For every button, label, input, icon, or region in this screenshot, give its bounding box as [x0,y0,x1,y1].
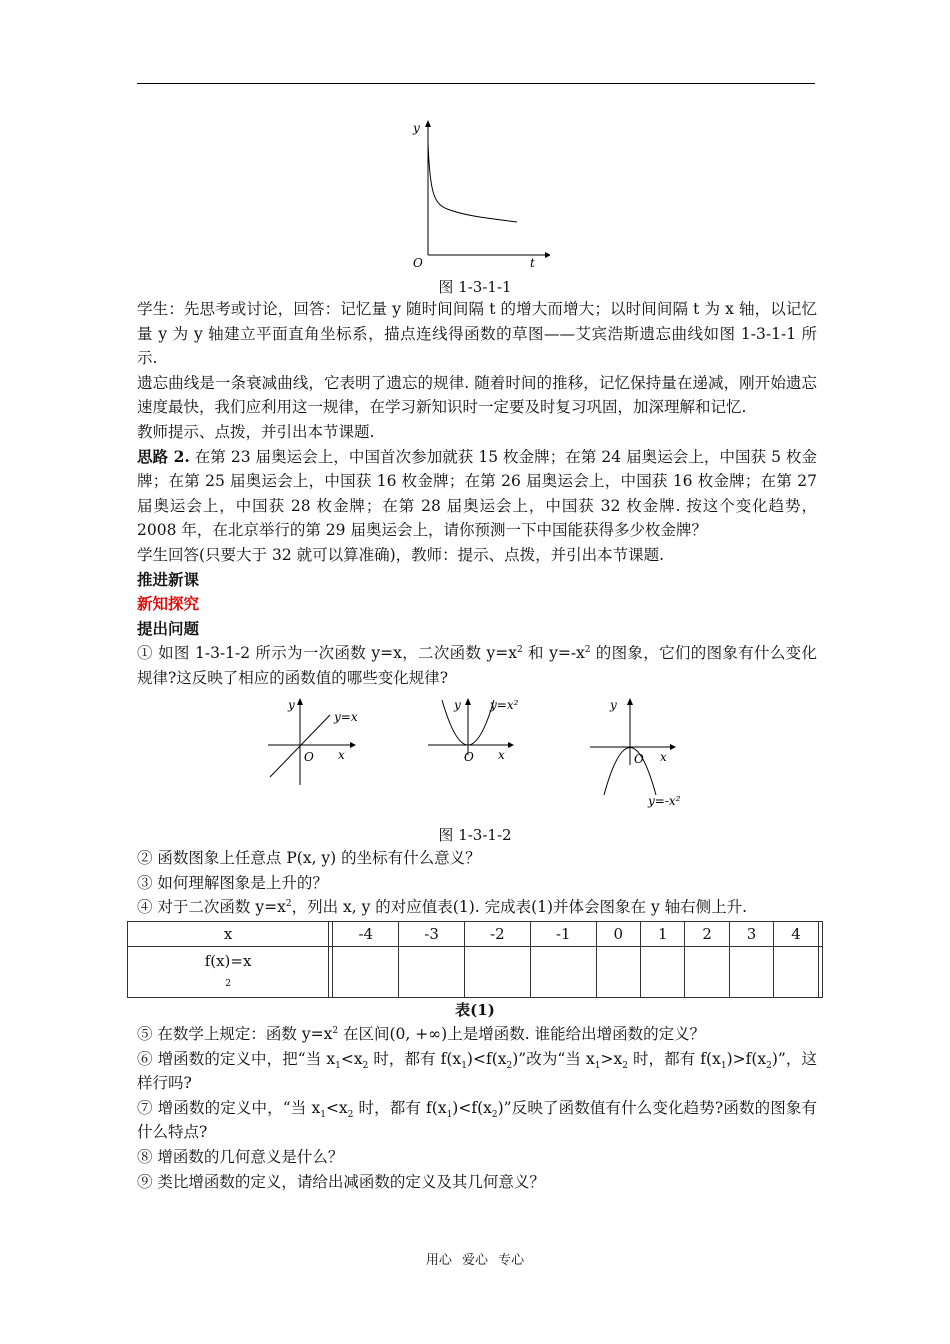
table-cell [818,922,822,947]
paragraph [137,592,817,617]
x-axis-label: x [660,750,667,764]
text-segment: 1 [461,1060,467,1071]
text-block-2 [137,846,817,920]
figure-caption: 图 1-3-1-2 [438,826,512,844]
text-segment: 2 [584,645,591,656]
text-segment: ② 函数图象上任意点 P(x, y) 的坐标有什么意义？ [137,849,481,867]
paragraph [137,1022,817,1047]
y-axis-label: y [610,698,617,712]
table-cell: -4 [333,922,399,947]
paragraph [137,568,817,593]
x-axis-label: x [498,748,505,762]
text-segment: 2 [766,1060,772,1071]
text-segment: 推进新课 [137,569,200,589]
text-segment: 1 [320,1109,326,1120]
table-cell: 3 [729,922,773,947]
table-cell: -1 [530,922,596,947]
graph-linear [268,698,358,785]
paragraph [137,420,817,445]
page-footer: 用心 爱心 专心 [425,1253,525,1268]
text-segment: ⑤ 在数学上规定：函数 y=x [137,1025,333,1043]
table-caption: 表(1) [455,1001,495,1019]
text-segment: 学生回答(只要大于 32 就可以算准确)，教师：提示、点拨，并引出本节课题. [137,545,665,564]
text-segment: ④ 对于二次函数 y=x [137,898,286,917]
text-segment: <x [340,1049,363,1068]
graph-label: y=-x² [648,794,681,808]
text-segment: 2 [506,1060,513,1071]
table-cell: -2 [464,922,530,947]
paragraph [137,371,817,420]
text-segment: 和 y=-x [522,644,585,663]
table-row [128,947,823,998]
text-segment: 时，都有 f(x [368,1049,462,1068]
text-segment: ⑦ 增函数的定义中，“当 x [137,1098,321,1117]
text-segment: ，列出 x, y 的对应值表(1). 完成表(1)并体会图象在 y 轴右侧上升. [291,898,748,917]
text-segment: <x [325,1098,348,1117]
paragraph [137,641,817,690]
paragraph [137,445,817,543]
x-axis-label: t [530,256,535,270]
text-segment: 在区间(0, +∞)上是增函数. 谁能给出增函数的定义？ [338,1025,706,1043]
table-cell: -3 [399,922,465,947]
text-block-1 [137,297,817,691]
text-segment: )<f(x [452,1098,492,1117]
text-segment: ⑧ 增函数的几何意义是什么？ [137,1147,344,1166]
paragraph [137,1047,817,1096]
text-segment: 2 [622,1060,628,1071]
text-segment: 在第 23 届奥运会上，中国首次参加就获 15 枚金牌；在第 24 届奥运会上，中国获 5 枚金牌；在第 25 届奥运会上，中国获 16 枚金牌；在第 26 届奥运会上，中国获 16 枚金牌；在第 27 届奥运会上，中国获 28 枚金牌；在第 28 届奥运会上，中国获 32 枚金牌. 按这个变化趋势，2008 年，在北京举行的第 29 届奥运会上，请你预测一下中国能获得多少枚金牌？ [137,447,818,540]
text-segment: 2 [517,645,523,656]
text-segment: )”，这样行吗? [137,1049,817,1093]
y-axis-label: y [454,698,461,712]
paragraph [137,297,817,371]
table-cell: 0 [596,922,640,947]
text-segment: 时，都有 f(x [627,1049,721,1068]
text-segment: 提出问题 [137,618,200,638]
text-segment: 2 [332,1025,339,1036]
paragraph [137,1145,817,1170]
text-segment: 时，都有 f(x [353,1098,447,1117]
text-segment: 新知探究 [137,594,200,614]
forgetting-curve-figure [400,115,550,270]
graph-label: y=x [334,710,358,724]
text-segment: 2 [285,899,292,910]
text-segment: 思路 2. [137,446,190,466]
text-segment: 1 [720,1060,727,1071]
text-segment: )>f(x [726,1049,767,1068]
text-segment: 2 [491,1109,498,1120]
text-block-3 [137,1022,817,1194]
text-segment: >x [600,1049,623,1068]
table-cell: x [128,922,329,947]
value-table [127,921,823,998]
table-cell: 2 [685,922,729,947]
graph-parabola-down [590,698,681,808]
table-cell: 4 [774,922,818,947]
y-axis-label: y [413,121,420,135]
text-segment: )<f(x [466,1049,507,1068]
text-segment: ③ 如何理解图象是上升的？ [137,873,328,892]
text-segment: 学生：先思考或讨论，回答：记忆量 y 随时间间隔 t 的增大而增大；以时间间隔 t 为 x 轴，以记忆量 y 为 y 轴建立平面直角坐标系，描点连线得函数的草图——艾宾浩斯遗忘曲线如图 1-3-1-1 所示. [137,300,817,368]
text-segment: ① 如图 1-3-1-2 所示为一次函数 y=x，二次函数 y=x [137,644,518,663]
paragraph [137,846,817,871]
text-segment: )”反映了函数值有什么变化趋势?函数的图象有什么特点? [137,1098,817,1142]
text-segment: 的图象，它们的图象有什么变化规律?这反映了相应的函数值的哪些变化规律? [137,644,818,687]
table-cell: 1 [641,922,685,947]
text-segment: ⑨ 类比增函数的定义，请给出减函数的定义及其几何意义？ [137,1172,545,1191]
text-segment: 2 [362,1060,369,1071]
paragraph [137,1170,817,1195]
paragraph [137,617,817,642]
origin-label: O [634,752,644,766]
text-segment: 1 [594,1060,601,1071]
text-segment: ⑥ 增函数的定义中，把“当 x [137,1049,336,1068]
graph-parabola-up [428,698,519,764]
header-rule [137,83,815,84]
text-segment: 遗忘曲线是一条衰减曲线，它表明了遗忘的规律. 随着时间的推移，记忆保持量在递减，刚开始遗忘速度最快，我们应利用这一规律，在学习新知识时一定要及时复习巩固，加深理解和记忆. [137,373,817,417]
text-segment: )”改为“当 x [512,1049,595,1068]
figure-caption: 图 1-3-1-1 [438,278,512,296]
origin-label: O [304,750,314,764]
paragraph [137,543,817,568]
text-segment: 1 [446,1109,453,1120]
paragraph [137,895,817,920]
table-cell: f(x)=x 2 [128,947,329,998]
paragraph [137,871,817,896]
graph-label: y=x² [490,698,519,712]
x-axis-label: x [338,748,345,762]
text-segment: 1 [335,1060,341,1071]
origin-label: O [413,256,423,270]
paragraph [137,1096,817,1145]
table-row [128,922,823,947]
text-segment: 教师提示、点拨，并引出本节课题. [137,422,375,441]
text-segment: 2 [347,1109,354,1120]
y-axis-label: y [288,698,295,712]
function-graphs-figure [260,695,710,810]
origin-label: O [464,750,474,764]
